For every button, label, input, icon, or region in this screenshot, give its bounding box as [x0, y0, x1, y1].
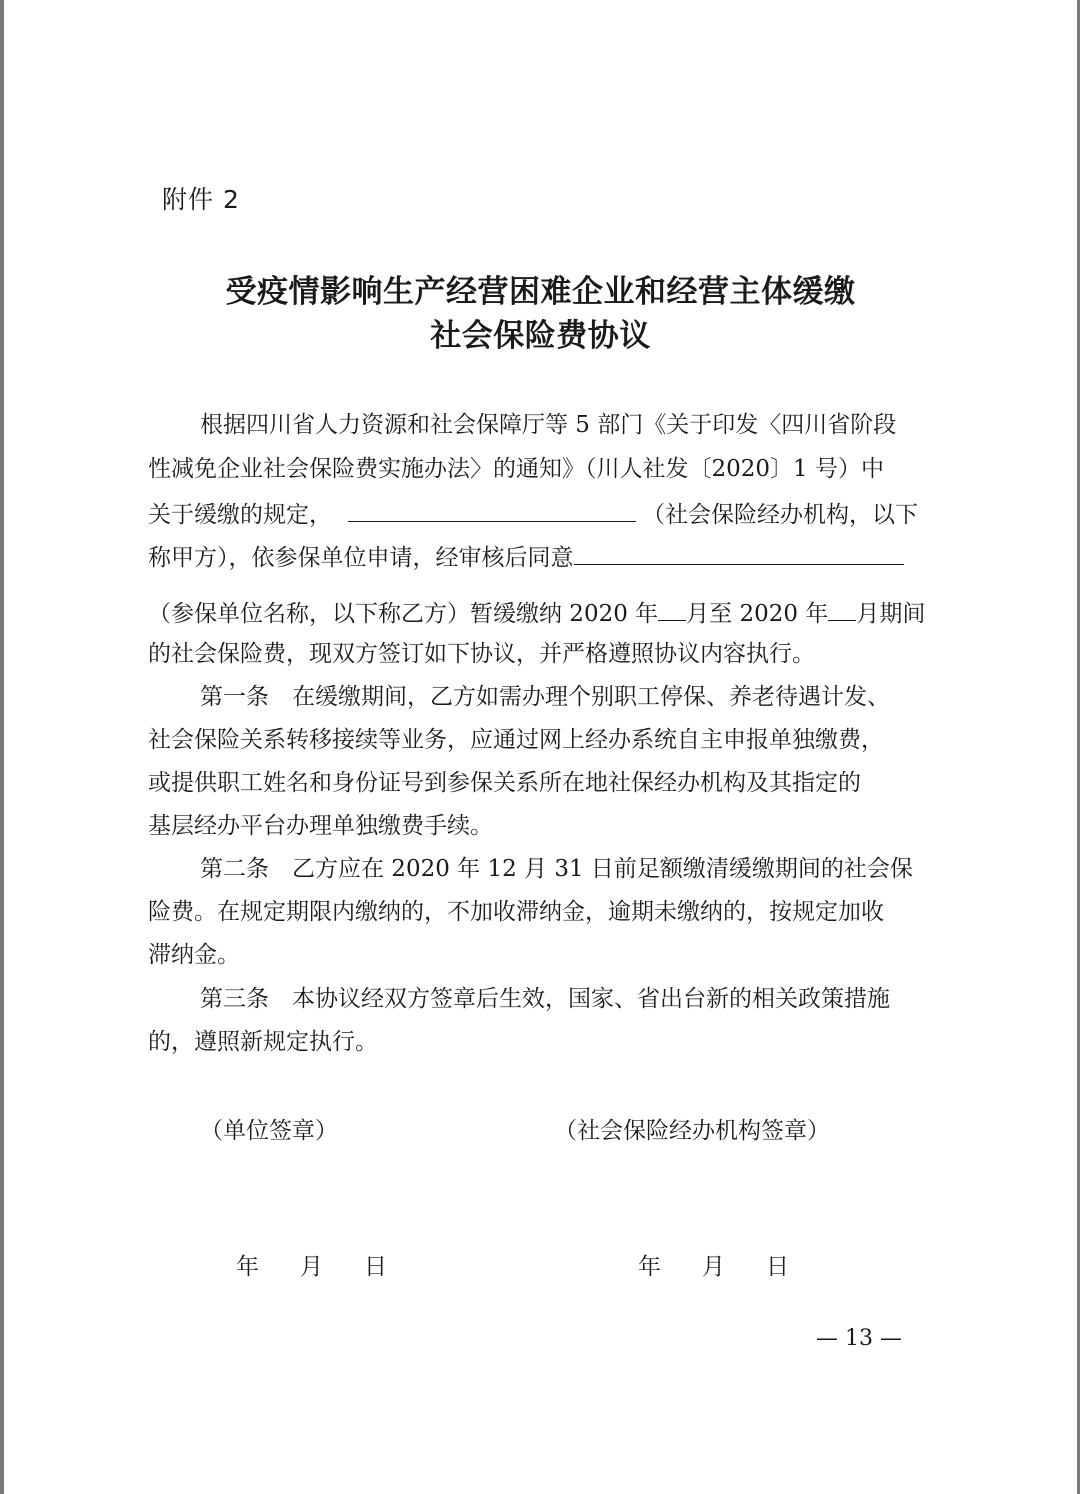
agency-name-blank[interactable]	[348, 497, 636, 522]
date-year-label: 年	[638, 1254, 661, 1280]
article-1-line-4: 基层经办平台办理单独缴费手续。	[148, 813, 493, 839]
paragraph-1-line-3-end: （社会保险经办机构，以下	[642, 502, 918, 528]
agency-signing-date	[638, 1248, 789, 1281]
article-1-line-3: 或提供职工姓名和身份证号到参保关系所在地社保经办机构及其指定的	[148, 770, 861, 796]
paragraph-1-line-3	[148, 497, 918, 530]
paragraph-1-line-2: 性减免企业社会保险费实施办法〉的通知》（川人社发〔2020〕1 号）中	[148, 456, 884, 482]
end-month-blank[interactable]	[828, 596, 856, 621]
unit-seal-label: （单位签章）	[200, 1118, 338, 1144]
unit-name-blank[interactable]	[574, 540, 904, 565]
paragraph-1-line-5-start: （参保单位名称，以下称乙方）暂缓缴纳 2020 年	[148, 601, 659, 627]
article-1-line-2: 社会保险关系转移接续等业务，应通过网上经办系统自主申报单独缴费，	[148, 727, 884, 753]
article-2-line-1: 第二条 乙方应在 2020 年 12 月 31 日前足额缴清缓缴期间的社会保	[200, 856, 913, 882]
article-3-line-1: 第三条 本协议经双方签章后生效，国家、省出台新的相关政策措施	[200, 986, 890, 1012]
paragraph-1-line-4	[148, 540, 904, 573]
paragraph-1-line-5-end: 月期间	[856, 601, 926, 627]
article-1-line-1: 第一条 在缓缴期间，乙方如需办理个别职工停保、养老待遇计发、	[200, 684, 890, 710]
article-2-line-2: 险费。在规定期限内缴纳的，不加收滞纳金，逾期未缴纳的，按规定加收	[148, 899, 884, 925]
page-number: — 13 —	[816, 1326, 902, 1351]
unit-signing-date	[236, 1248, 387, 1281]
title-line-2: 社会保险费协议	[430, 318, 651, 354]
article-2-line-3: 滞纳金。	[148, 942, 240, 968]
date-day-label: 日	[766, 1254, 789, 1280]
attachment-label: 附件 2	[162, 185, 240, 214]
article-3-line-2: 的，遵照新规定执行。	[148, 1029, 378, 1055]
date-year-label: 年	[236, 1254, 259, 1280]
paragraph-1-line-5-mid: 月至 2020 年	[686, 601, 829, 627]
title-line-1: 受疫情影响生产经营困难企业和经营主体缓缴	[225, 274, 856, 310]
paragraph-1-line-1: 根据四川省人力资源和社会保障厅等 5 部门《关于印发〈四川省阶段	[200, 412, 897, 438]
paragraph-1-line-4-text: 称甲方），依参保单位申请，经审核后同意	[148, 545, 574, 571]
paragraph-1-line-3-start: 关于缓缴的规定，	[148, 502, 332, 528]
agency-seal-label: （社会保险经办机构签章）	[554, 1118, 830, 1144]
paragraph-1-line-5	[148, 596, 925, 629]
paragraph-1-line-6: 的社会保险费，现双方签订如下协议，并严格遵照协议内容执行。	[148, 641, 815, 667]
start-month-blank[interactable]	[658, 596, 686, 621]
date-day-label: 日	[364, 1254, 387, 1280]
date-month-label: 月	[702, 1254, 725, 1280]
document-page	[4, 0, 1077, 1494]
date-month-label: 月	[300, 1254, 323, 1280]
